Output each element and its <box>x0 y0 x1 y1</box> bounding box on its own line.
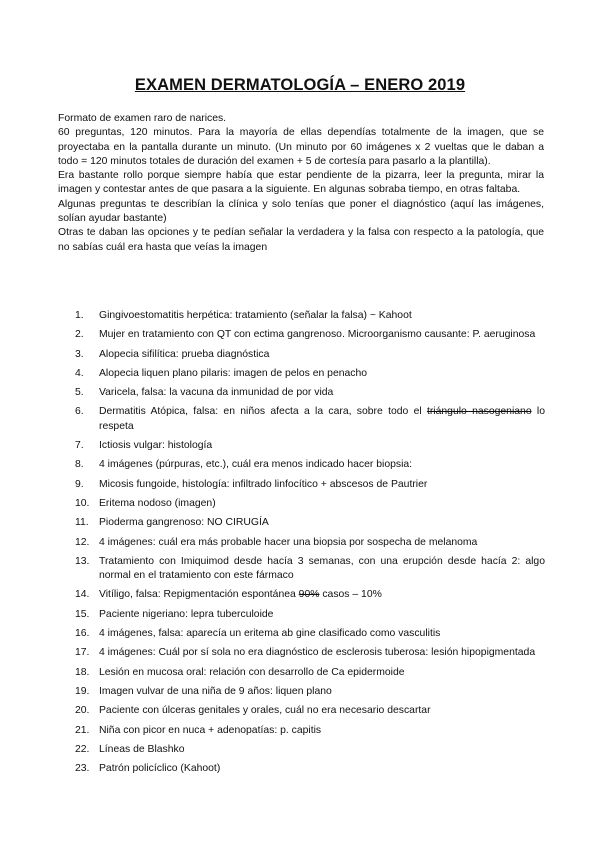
list-item-text: Eritema nodoso (imagen) <box>99 497 216 509</box>
list-item-number: 19. <box>75 685 90 697</box>
list-item-text: Gingivoestomatitis herpética: tratamiento (señalar la falsa) ~ Kahoot <box>99 310 412 321</box>
list-item-text: Micosis fungoide, histología: infiltrado linfocítico + abscesos de Pautrier <box>99 478 428 490</box>
list-item-number: 20. <box>75 705 90 717</box>
list-item <box>75 588 545 602</box>
list-item-number: 18. <box>75 666 90 678</box>
list-item-number: 8. <box>75 459 84 471</box>
list-item-text: Patrón policíclico (Kahoot) <box>99 763 221 775</box>
list-item-number: 5. <box>75 387 84 399</box>
list-item-text: Paciente con úlceras genitales y orales, cuál no era necesario descartar <box>99 705 431 717</box>
list-item <box>75 646 545 660</box>
list-item <box>75 348 545 362</box>
list-item <box>75 516 545 530</box>
list-item <box>75 555 545 584</box>
page-title: EXAMEN DERMATOLOGÍA – ENERO 2019 <box>134 76 466 94</box>
list-item-text: Pioderma gangrenoso: NO CIRUGÍA <box>99 517 269 529</box>
list-item-number: 1. <box>75 310 84 321</box>
list-item-number: 13. <box>75 555 90 567</box>
list-item <box>75 386 545 400</box>
list-item-number: 10. <box>75 497 90 509</box>
list-item-text: Mujer en tratamiento con QT con ectima gangrenoso. Microorganismo causante: P. aeruginosa <box>99 329 536 341</box>
list-item <box>75 666 545 680</box>
list-item-text: Líneas de Blashko <box>99 743 185 755</box>
list-item-text: Dermatitis Atópica, falsa: en niños afecta a la cara, sobre todo el <box>99 406 427 418</box>
list-item <box>75 743 545 757</box>
list-item <box>75 724 545 738</box>
list-item <box>75 685 545 699</box>
list-item-number: 14. <box>75 589 90 601</box>
list-item-number: 17. <box>75 647 90 659</box>
list-item <box>75 536 545 550</box>
list-item-number: 7. <box>75 440 84 452</box>
list-item-number: 23. <box>75 763 90 775</box>
list-item-text: Alopecia sifilítica: prueba diagnóstica <box>99 348 270 360</box>
intro-section <box>58 112 544 255</box>
list-item <box>75 627 545 641</box>
list-item-text: 4 imágenes, falsa: aparecía un eritema ab gine clasificado como vasculitis <box>99 628 441 640</box>
list-item-number: 11. <box>75 517 89 529</box>
list-item <box>75 497 545 511</box>
list-item-number: 3. <box>75 348 84 360</box>
list-item-number: 12. <box>75 536 90 548</box>
list-item-text: 4 imágenes (púrpuras, etc.), cuál era menos indicado hacer biopsia: <box>99 459 413 471</box>
list-item-text: casos – 10% <box>319 589 382 601</box>
list-item-text: Varicela, falsa: la vacuna da inmunidad de por vida <box>99 387 334 399</box>
list-item <box>75 405 545 434</box>
list-item-text: 4 imágenes: cuál era más probable hacer una biopsia por sospecha de melanoma <box>99 536 478 548</box>
list-item-text: Lesión en mucosa oral: relación con desarrollo de Ca epidermoide <box>99 666 405 678</box>
list-item <box>75 762 545 776</box>
list-item-text: Alopecia liquen plano pilaris: imagen de pelos en penacho <box>99 367 368 379</box>
list-item <box>75 367 545 381</box>
question-list <box>75 309 545 781</box>
intro-paragraph: 60 preguntas, 120 minutos. Para la mayoría de ellas dependías totalmente de la imagen, que se proyectaba en la pantalla durante un minuto. (Un minuto por 60 imágenes x 2 vueltas que le daban a todo = 120 minutos totales de duración del examen + 5 de cortesía para pasarlo a la plantilla). <box>58 127 544 167</box>
intro-paragraph: Otras te daban las opciones y te pedían señalar la verdadera y la falsa con respecto a la patología, que no sabías cuál era hasta que veías la imagen <box>58 227 544 253</box>
list-item-number: 6. <box>75 406 84 418</box>
list-item-number: 4. <box>75 367 84 379</box>
list-item-number: 21. <box>75 724 90 736</box>
list-item-text: 4 imágenes: Cuál por sí sola no era diagnóstico de esclerosis tuberosa: lesión hipopigmentada <box>99 647 536 659</box>
intro-paragraph: Algunas preguntas te describían la clínica y solo tenías que poner el diagnóstico (aquí las imágenes, solían ayudar bastante) <box>58 198 544 225</box>
list-item <box>75 328 545 342</box>
list-item-number: 2. <box>75 329 84 341</box>
list-item-text: Tratamiento con Imiquimod desde hacía 3 semanas, con una erupción desde hacía 2: algo normal en el tratamiento con este fármaco <box>99 555 545 582</box>
list-item-text: Paciente nigeriano: lepra tuberculoide <box>99 608 274 620</box>
intro-paragraph: Era bastante rollo porque siempre había que estar pendiente de la pizarra, leer la pregunta, mirar la imagen y contestar antes de que pasara a la siguiente. En algunas sobraba tiempo, en otras faltaba. <box>58 170 544 196</box>
list-item <box>75 309 545 323</box>
list-item-number: 22. <box>75 743 90 755</box>
list-item-text: Imagen vulvar de una niña de 9 años: liquen plano <box>99 685 332 697</box>
list-item <box>75 439 545 453</box>
list-item-number: 15. <box>75 608 90 620</box>
strikethrough-text: 90% <box>298 589 320 601</box>
list-item <box>75 704 545 718</box>
list-item <box>75 608 545 622</box>
intro-paragraph: Formato de examen raro de narices. <box>58 113 227 124</box>
list-item <box>75 458 545 472</box>
list-item-number: 16. <box>75 628 90 640</box>
list-item-number: 9. <box>75 478 84 490</box>
list-item-text: Niña con picor en nuca + adenopatías: p. capitis <box>99 724 322 736</box>
list-item-text: Vitíligo, falsa: Repigmentación espontánea <box>99 589 299 601</box>
strikethrough-text: triángulo nasogeniano <box>426 406 532 418</box>
list-item <box>75 478 545 492</box>
list-item-text: Ictiosis vulgar: histología <box>99 440 213 452</box>
list-item-text: lo respeta <box>99 406 545 432</box>
